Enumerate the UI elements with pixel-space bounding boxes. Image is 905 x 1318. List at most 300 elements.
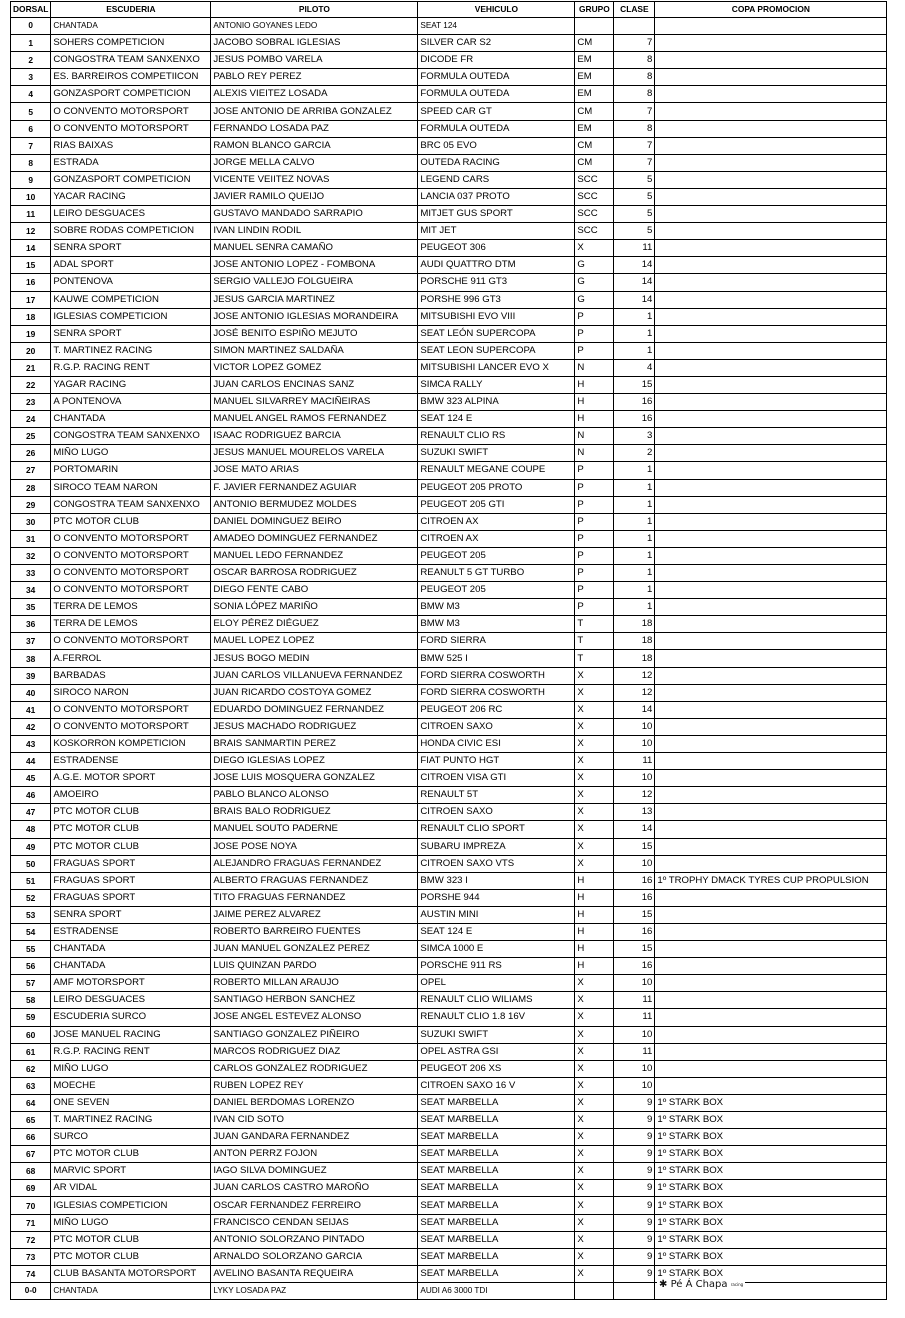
cell-escuderia: FRAGUAS SPORT — [51, 872, 211, 889]
cell-escuderia: RIAS BAIXAS — [51, 137, 211, 154]
cell-vehiculo: PEUGEOT 205 — [418, 582, 575, 599]
cell-copa-promocion — [655, 428, 887, 445]
cell-escuderia: KOSKORRON KOMPETICION — [51, 735, 211, 752]
table-row — [11, 291, 887, 308]
cell-vehiculo: FORD SIERRA — [418, 633, 575, 650]
cell-clase: 8 — [614, 120, 655, 137]
cell-escuderia: FRAGUAS SPORT — [51, 889, 211, 906]
table-row — [11, 18, 887, 35]
cell-copa-promocion: 1º STARK BOX — [655, 1163, 887, 1180]
cell-clase: 5 — [614, 223, 655, 240]
cell-copa-promocion: 1º STARK BOX — [655, 1094, 887, 1111]
cell-vehiculo: SEAT MARBELLA — [418, 1129, 575, 1146]
cell-piloto: FERNANDO LOSADA PAZ — [211, 120, 418, 137]
cell-vehiculo: CITROEN SAXO VTS — [418, 855, 575, 872]
cell-dorsal: 72 — [11, 1231, 51, 1248]
cell-clase: 14 — [614, 257, 655, 274]
cell-clase: 11 — [614, 753, 655, 770]
cell-copa-promocion — [655, 69, 887, 86]
cell-copa-promocion — [655, 599, 887, 616]
cell-vehiculo: RENAULT MEGANE COUPE — [418, 462, 575, 479]
cell-copa-promocion: 1º STARK BOX — [655, 1197, 887, 1214]
cell-dorsal: 52 — [11, 889, 51, 906]
cell-vehiculo: RENAULT CLIO SPORT — [418, 821, 575, 838]
cell-dorsal: 18 — [11, 308, 51, 325]
cell-vehiculo: MITJET GUS SPORT — [418, 206, 575, 223]
cell-piloto: ALEJANDRO FRAGUAS FERNANDEZ — [211, 855, 418, 872]
cell-piloto: JUAN RICARDO COSTOYA GOMEZ — [211, 684, 418, 701]
cell-escuderia: SENRA SPORT — [51, 240, 211, 257]
col-header-clase: CLASE — [614, 2, 655, 18]
cell-escuderia: A PONTENOVA — [51, 394, 211, 411]
table-row — [11, 770, 887, 787]
cell-escuderia: O CONVENTO MOTORSPORT — [51, 103, 211, 120]
cell-clase: 11 — [614, 240, 655, 257]
cell-clase: 9 — [614, 1214, 655, 1231]
cell-piloto: SIMON MARTINEZ SALDAÑA — [211, 342, 418, 359]
table-row — [11, 69, 887, 86]
col-header-escuderia: ESCUDERIA — [51, 2, 211, 18]
cell-vehiculo: SPEED CAR GT — [418, 103, 575, 120]
cell-escuderia: PTC MOTOR CLUB — [51, 838, 211, 855]
cell-piloto: JESUS GARCIA MARTINEZ — [211, 291, 418, 308]
cell-vehiculo: OUTEDA RACING — [418, 154, 575, 171]
cell-vehiculo: CITROEN AX — [418, 513, 575, 530]
cell-clase: 2 — [614, 445, 655, 462]
table-row — [11, 1163, 887, 1180]
cell-piloto: IVAN CID SOTO — [211, 1112, 418, 1129]
cell-piloto: SERGIO VALLEJO FOLGUEIRA — [211, 274, 418, 291]
cell-escuderia: AMOEIRO — [51, 787, 211, 804]
cell-clase: 15 — [614, 376, 655, 393]
cell-dorsal: 42 — [11, 718, 51, 735]
cell-dorsal: 48 — [11, 821, 51, 838]
cell-dorsal: 54 — [11, 923, 51, 940]
cell-escuderia: AR VIDAL — [51, 1180, 211, 1197]
cell-copa-promocion — [655, 325, 887, 342]
cell-escuderia: MIÑO LUGO — [51, 445, 211, 462]
cell-copa-promocion — [655, 479, 887, 496]
cell-vehiculo: SEAT MARBELLA — [418, 1214, 575, 1231]
cell-vehiculo: SEAT MARBELLA — [418, 1265, 575, 1282]
cell-escuderia: CHANTADA — [51, 941, 211, 958]
cell-vehiculo: LEGEND CARS — [418, 171, 575, 188]
table-row — [11, 616, 887, 633]
cell-piloto: MANUEL LEDO FERNANDEZ — [211, 547, 418, 564]
cell-piloto: RUBEN LOPEZ REY — [211, 1077, 418, 1094]
cell-piloto: JOSE POSE NOYA — [211, 838, 418, 855]
cell-dorsal: 29 — [11, 496, 51, 513]
cell-clase: 10 — [614, 1060, 655, 1077]
cell-grupo: CM — [575, 35, 614, 52]
cell-escuderia: O CONVENTO MOTORSPORT — [51, 633, 211, 650]
cell-dorsal: 2 — [11, 52, 51, 69]
table-row — [11, 1009, 887, 1026]
cell-copa-promocion — [655, 376, 887, 393]
cell-dorsal: 49 — [11, 838, 51, 855]
table-row — [11, 1094, 887, 1111]
cell-dorsal: 58 — [11, 992, 51, 1009]
cell-grupo: H — [575, 958, 614, 975]
cell-piloto: VICTOR LOPEZ GOMEZ — [211, 359, 418, 376]
cell-copa-promocion — [655, 547, 887, 564]
cell-piloto: JOSE ANTONIO IGLESIAS MORANDEIRA — [211, 308, 418, 325]
cell-escuderia: CHANTADA — [51, 1282, 211, 1299]
cell-grupo: H — [575, 872, 614, 889]
cell-grupo: X — [575, 240, 614, 257]
cell-dorsal: 69 — [11, 1180, 51, 1197]
cell-escuderia: PTC MOTOR CLUB — [51, 1248, 211, 1265]
cell-escuderia: CHANTADA — [51, 958, 211, 975]
cell-escuderia: MOECHE — [51, 1077, 211, 1094]
table-row — [11, 1214, 887, 1231]
cell-piloto: MANUEL SOUTO PADERNE — [211, 821, 418, 838]
table-row — [11, 855, 887, 872]
cell-grupo: N — [575, 428, 614, 445]
cell-copa-promocion: 1º STARK BOX — [655, 1214, 887, 1231]
cell-escuderia: ESTRADENSE — [51, 923, 211, 940]
cell-piloto: PABLO REY PEREZ — [211, 69, 418, 86]
cell-vehiculo: BRC 05 EVO — [418, 137, 575, 154]
cell-clase: 1 — [614, 599, 655, 616]
cell-piloto: ANTONIO SOLORZANO PINTADO — [211, 1231, 418, 1248]
table-row — [11, 325, 887, 342]
cell-vehiculo: AUDI QUATTRO DTM — [418, 257, 575, 274]
cell-clase: 10 — [614, 1077, 655, 1094]
cell-escuderia: GONZASPORT COMPETICION — [51, 86, 211, 103]
cell-piloto: AMADEO DOMINGUEZ FERNANDEZ — [211, 530, 418, 547]
cell-grupo: P — [575, 513, 614, 530]
cell-vehiculo: SEAT MARBELLA — [418, 1180, 575, 1197]
cell-piloto: F. JAVIER FERNANDEZ AGUIAR — [211, 479, 418, 496]
cell-grupo — [575, 1282, 614, 1299]
cell-dorsal: 25 — [11, 428, 51, 445]
cell-vehiculo: SILVER CAR S2 — [418, 35, 575, 52]
cell-escuderia: O CONVENTO MOTORSPORT — [51, 547, 211, 564]
cell-clase: 1 — [614, 496, 655, 513]
cell-clase: 10 — [614, 770, 655, 787]
cell-copa-promocion — [655, 1043, 887, 1060]
cell-escuderia: AMF MOTORSPORT — [51, 975, 211, 992]
cell-piloto: JACOBO SOBRAL IGLESIAS — [211, 35, 418, 52]
cell-clase: 12 — [614, 787, 655, 804]
cell-grupo: H — [575, 923, 614, 940]
cell-escuderia: ADAL SPORT — [51, 257, 211, 274]
cell-escuderia: ESTRADA — [51, 154, 211, 171]
cell-grupo: X — [575, 855, 614, 872]
table-row — [11, 923, 887, 940]
cell-clase: 9 — [614, 1112, 655, 1129]
cell-escuderia: ESCUDERIA SURCO — [51, 1009, 211, 1026]
cell-dorsal: 47 — [11, 804, 51, 821]
cell-grupo: H — [575, 889, 614, 906]
cell-grupo: EM — [575, 86, 614, 103]
cell-copa-promocion — [655, 86, 887, 103]
table-row — [11, 86, 887, 103]
cell-copa-promocion — [655, 411, 887, 428]
cell-grupo: H — [575, 411, 614, 428]
cell-escuderia: PTC MOTOR CLUB — [51, 804, 211, 821]
table-row — [11, 1197, 887, 1214]
cell-escuderia: SOHERS COMPETICION — [51, 35, 211, 52]
cell-piloto: JAIME PEREZ ALVAREZ — [211, 906, 418, 923]
cell-escuderia: KAUWE COMPETICION — [51, 291, 211, 308]
cell-copa-promocion — [655, 103, 887, 120]
cell-dorsal: 33 — [11, 565, 51, 582]
cell-clase: 1 — [614, 530, 655, 547]
table-row — [11, 1060, 887, 1077]
cell-escuderia: PTC MOTOR CLUB — [51, 513, 211, 530]
cell-piloto: JESUS MACHADO RODRIGUEZ — [211, 718, 418, 735]
cell-dorsal: 66 — [11, 1129, 51, 1146]
cell-grupo: SCC — [575, 171, 614, 188]
cell-dorsal: 1 — [11, 35, 51, 52]
cell-dorsal: 74 — [11, 1265, 51, 1282]
cell-grupo: G — [575, 274, 614, 291]
cell-piloto: ELOY PÉREZ DIÉGUEZ — [211, 616, 418, 633]
cell-grupo — [575, 18, 614, 35]
cell-copa-promocion — [655, 171, 887, 188]
cell-clase: 1 — [614, 513, 655, 530]
cell-vehiculo: PORSCHE 911 RS — [418, 958, 575, 975]
cell-piloto: MAUEL LOPEZ LOPEZ — [211, 633, 418, 650]
cell-copa-promocion: 1º STARK BOX — [655, 1265, 887, 1282]
table-row — [11, 735, 887, 752]
cell-piloto: DANIEL BERDOMAS LORENZO — [211, 1094, 418, 1111]
cell-copa-promocion — [655, 120, 887, 137]
cell-dorsal: 10 — [11, 188, 51, 205]
table-row — [11, 821, 887, 838]
cell-grupo: X — [575, 1009, 614, 1026]
cell-dorsal: 35 — [11, 599, 51, 616]
col-header-piloto: PILOTO — [211, 2, 418, 18]
cell-vehiculo: BMW M3 — [418, 599, 575, 616]
cell-vehiculo: SEAT MARBELLA — [418, 1231, 575, 1248]
cell-piloto: JUAN MANUEL GONZALEZ PEREZ — [211, 941, 418, 958]
cell-dorsal: 51 — [11, 872, 51, 889]
cell-dorsal: 68 — [11, 1163, 51, 1180]
cell-copa-promocion — [655, 582, 887, 599]
cell-copa-promocion — [655, 206, 887, 223]
cell-copa-promocion — [655, 188, 887, 205]
cell-dorsal: 38 — [11, 650, 51, 667]
table-row — [11, 1129, 887, 1146]
cell-vehiculo: DICODE FR — [418, 52, 575, 69]
cell-dorsal: 59 — [11, 1009, 51, 1026]
cell-grupo: G — [575, 291, 614, 308]
cell-vehiculo: FORD SIERRA COSWORTH — [418, 667, 575, 684]
cell-copa-promocion — [655, 992, 887, 1009]
cell-copa-promocion: 1º STARK BOX — [655, 1129, 887, 1146]
cell-piloto: ANTONIO GOYANES LEDO — [211, 18, 418, 35]
table-row — [11, 530, 887, 547]
cell-escuderia: SOBRE RODAS COMPETICION — [51, 223, 211, 240]
cell-grupo: P — [575, 496, 614, 513]
cell-piloto: BRAIS SANMARTIN PEREZ — [211, 735, 418, 752]
cell-copa-promocion — [655, 52, 887, 69]
cell-dorsal: 61 — [11, 1043, 51, 1060]
cell-clase: 7 — [614, 137, 655, 154]
table-row — [11, 547, 887, 564]
cell-piloto: JORGE MELLA CALVO — [211, 154, 418, 171]
cell-piloto: MANUEL SENRA CAMAÑO — [211, 240, 418, 257]
table-row — [11, 1265, 887, 1282]
cell-grupo: X — [575, 718, 614, 735]
cell-clase: 15 — [614, 941, 655, 958]
table-row — [11, 565, 887, 582]
cell-piloto: OSCAR BARROSA RODRIGUEZ — [211, 565, 418, 582]
cell-dorsal: 50 — [11, 855, 51, 872]
cell-copa-promocion — [655, 684, 887, 701]
header-row — [11, 2, 887, 18]
cell-clase: 11 — [614, 992, 655, 1009]
cell-dorsal: 53 — [11, 906, 51, 923]
cell-grupo: P — [575, 325, 614, 342]
table-row — [11, 513, 887, 530]
cell-clase: 12 — [614, 667, 655, 684]
table-row — [11, 428, 887, 445]
cell-copa-promocion — [655, 735, 887, 752]
cell-dorsal: 23 — [11, 394, 51, 411]
cell-piloto: SONIA LÓPEZ MARIÑO — [211, 599, 418, 616]
cell-dorsal: 34 — [11, 582, 51, 599]
cell-escuderia: CHANTADA — [51, 18, 211, 35]
cell-grupo: P — [575, 308, 614, 325]
cell-piloto: BRAIS BALO RODRIGUEZ — [211, 804, 418, 821]
cell-copa-promocion — [655, 838, 887, 855]
cell-grupo: X — [575, 1112, 614, 1129]
cell-vehiculo: CITROEN AX — [418, 530, 575, 547]
cell-vehiculo: HONDA CIVIC ESI — [418, 735, 575, 752]
cell-dorsal: 28 — [11, 479, 51, 496]
cell-piloto: SANTIAGO HERBON SANCHEZ — [211, 992, 418, 1009]
cell-escuderia: PORTOMARIN — [51, 462, 211, 479]
table-row — [11, 684, 887, 701]
cell-escuderia: TERRA DE LEMOS — [51, 599, 211, 616]
cell-dorsal: 21 — [11, 359, 51, 376]
cell-grupo: EM — [575, 69, 614, 86]
cell-piloto: JUAN GANDARA FERNANDEZ — [211, 1129, 418, 1146]
cell-clase: 18 — [614, 633, 655, 650]
cell-piloto: MANUEL ANGEL RAMOS FERNANDEZ — [211, 411, 418, 428]
cell-clase: 14 — [614, 701, 655, 718]
cell-piloto: ALEXIS VIEITEZ LOSADA — [211, 86, 418, 103]
cell-clase: 9 — [614, 1129, 655, 1146]
cell-grupo: H — [575, 941, 614, 958]
cell-vehiculo: FORMULA OUTEDA — [418, 86, 575, 103]
cell-piloto: DIEGO FENTE CABO — [211, 582, 418, 599]
table-row — [11, 274, 887, 291]
cell-dorsal: 44 — [11, 753, 51, 770]
cell-piloto: EDUARDO DOMINGUEZ FERNANDEZ — [211, 701, 418, 718]
star-icon: ✱ — [659, 1279, 668, 1290]
cell-grupo: X — [575, 1043, 614, 1060]
cell-grupo: SCC — [575, 206, 614, 223]
cell-grupo: H — [575, 376, 614, 393]
cell-copa-promocion — [655, 906, 887, 923]
table-row — [11, 838, 887, 855]
cell-grupo: EM — [575, 52, 614, 69]
cell-escuderia: O CONVENTO MOTORSPORT — [51, 120, 211, 137]
cell-clase: 15 — [614, 838, 655, 855]
cell-clase: 14 — [614, 274, 655, 291]
cell-vehiculo: BMW 323 I — [418, 872, 575, 889]
cell-copa-promocion — [655, 633, 887, 650]
cell-piloto: JOSE ANTONIO DE ARRIBA GONZALEZ — [211, 103, 418, 120]
cell-clase: 1 — [614, 308, 655, 325]
cell-dorsal: 8 — [11, 154, 51, 171]
cell-copa-promocion — [655, 462, 887, 479]
cell-vehiculo: LANCIA 037 PROTO — [418, 188, 575, 205]
cell-grupo: X — [575, 753, 614, 770]
cell-copa-promocion: 1º STARK BOX — [655, 1146, 887, 1163]
cell-clase: 1 — [614, 582, 655, 599]
cell-copa-promocion — [655, 941, 887, 958]
cell-piloto: LYKY LOSADA PAZ — [211, 1282, 418, 1299]
cell-clase: 4 — [614, 359, 655, 376]
cell-piloto: JOSE MATO ARIAS — [211, 462, 418, 479]
table-row — [11, 171, 887, 188]
cell-escuderia: IGLESIAS COMPETICION — [51, 1197, 211, 1214]
cell-escuderia: CONGOSTRA TEAM SANXENXO — [51, 52, 211, 69]
cell-clase: 10 — [614, 735, 655, 752]
cell-dorsal: 4 — [11, 86, 51, 103]
cell-grupo: H — [575, 394, 614, 411]
table-row — [11, 376, 887, 393]
table-row — [11, 257, 887, 274]
table-row — [11, 342, 887, 359]
cell-clase: 15 — [614, 906, 655, 923]
cell-vehiculo: FORMULA OUTEDA — [418, 69, 575, 86]
cell-copa-promocion — [655, 154, 887, 171]
cell-piloto: RAMON BLANCO GARCIA — [211, 137, 418, 154]
cell-vehiculo: SEAT MARBELLA — [418, 1197, 575, 1214]
cell-vehiculo: PORSHE 944 — [418, 889, 575, 906]
cell-clase: 10 — [614, 718, 655, 735]
cell-grupo: X — [575, 1231, 614, 1248]
watermark-subtext: racing — [730, 1282, 744, 1287]
table-row — [11, 223, 887, 240]
cell-dorsal: 6 — [11, 120, 51, 137]
cell-dorsal: 67 — [11, 1146, 51, 1163]
cell-escuderia: MIÑO LUGO — [51, 1214, 211, 1231]
cell-piloto: IVAN LINDIN RODIL — [211, 223, 418, 240]
table-row — [11, 872, 887, 889]
cell-clase: 7 — [614, 154, 655, 171]
cell-grupo: X — [575, 821, 614, 838]
cell-grupo: X — [575, 1248, 614, 1265]
cell-escuderia: A.G.E. MOTOR SPORT — [51, 770, 211, 787]
cell-escuderia: MIÑO LUGO — [51, 1060, 211, 1077]
cell-clase: 1 — [614, 547, 655, 564]
cell-grupo: X — [575, 667, 614, 684]
cell-piloto: LUIS QUINZAN PARDO — [211, 958, 418, 975]
cell-grupo: X — [575, 1163, 614, 1180]
cell-dorsal: 5 — [11, 103, 51, 120]
cell-clase: 16 — [614, 958, 655, 975]
cell-copa-promocion — [655, 770, 887, 787]
cell-vehiculo: MITSUBISHI EVO VIII — [418, 308, 575, 325]
table-row — [11, 582, 887, 599]
cell-copa-promocion — [655, 855, 887, 872]
cell-escuderia: YAGAR RACING — [51, 376, 211, 393]
cell-copa-promocion — [655, 274, 887, 291]
cell-copa-promocion — [655, 308, 887, 325]
cell-copa-promocion: 1º STARK BOX — [655, 1112, 887, 1129]
cell-piloto: TITO FRAGUAS FERNANDEZ — [211, 889, 418, 906]
cell-escuderia: SENRA SPORT — [51, 325, 211, 342]
cell-dorsal: 26 — [11, 445, 51, 462]
